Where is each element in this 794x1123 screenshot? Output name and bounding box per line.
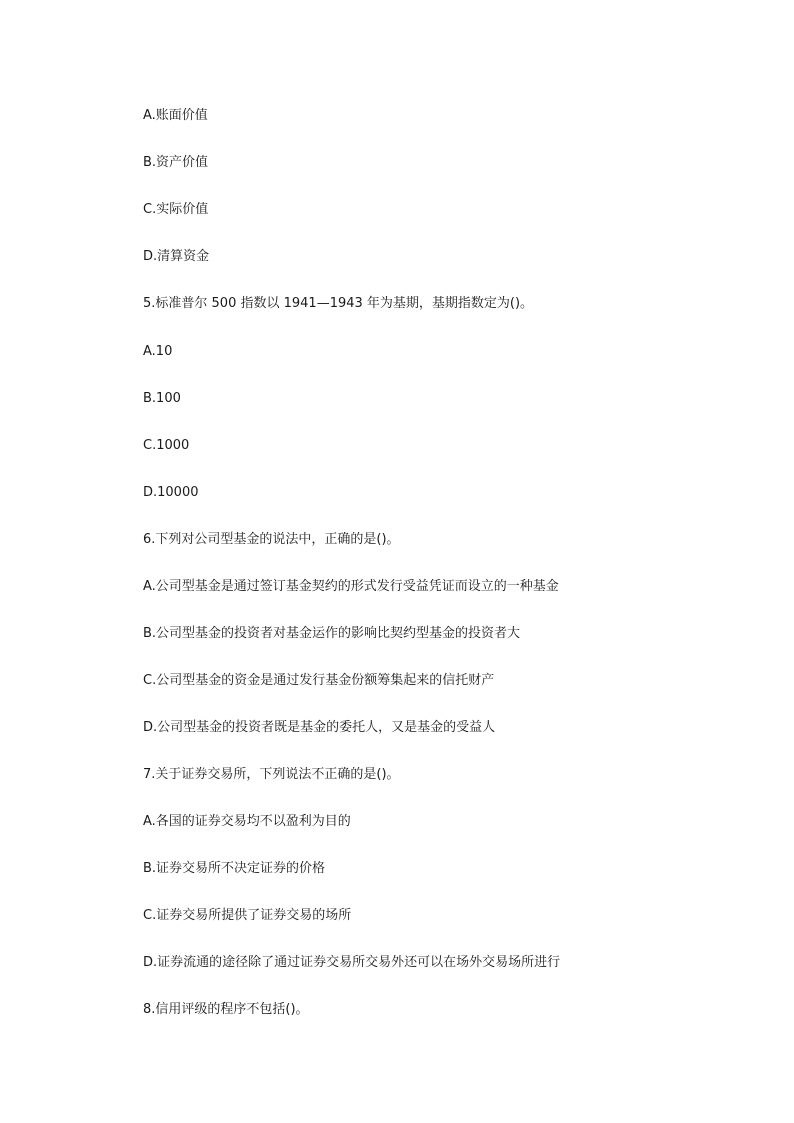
q6-option-d: D.公司型基金的投资者既是基金的委托人，又是基金的受益人 — [143, 720, 496, 735]
q7-option-b: B.证券交易所不决定证券的价格 — [143, 861, 326, 876]
question-8: 8.信用评级的程序不包括()。 — [143, 1002, 309, 1017]
q5-option-b: B.100 — [143, 391, 181, 406]
question-6: 6.下列对公司型基金的说法中，正确的是()。 — [143, 532, 400, 547]
question-7: 7.关于证券交易所，下列说法不正确的是()。 — [143, 767, 400, 782]
q4-option-c: C.实际价值 — [143, 202, 209, 217]
q7-option-a: A.各国的证券交易均不以盈利为目的 — [143, 814, 351, 829]
q4-option-b: B.资产价值 — [143, 155, 209, 170]
q5-option-d: D.10000 — [143, 485, 199, 500]
q6-option-a: A.公司型基金是通过签订基金契约的形式发行受益凭证而设立的一种基金 — [143, 579, 559, 594]
q4-option-a: A.账面价值 — [143, 108, 208, 123]
question-5: 5.标准普尔 500 指数以 1941—1943 年为基期，基期指数定为()。 — [143, 296, 534, 311]
q5-option-c: C.1000 — [143, 438, 190, 453]
q6-option-c: C.公司型基金的资金是通过发行基金份额筹集起来的信托财产 — [143, 673, 495, 688]
q4-option-d: D.清算资金 — [143, 249, 210, 264]
q7-option-c: C.证券交易所提供了证券交易的场所 — [143, 908, 352, 923]
q6-option-b: B.公司型基金的投资者对基金运作的影响比契约型基金的投资者大 — [143, 626, 521, 641]
q7-option-d: D.证券流通的途径除了通过证券交易所交易外还可以在场外交易场所进行 — [143, 955, 561, 970]
q5-option-a: A.10 — [143, 344, 173, 359]
